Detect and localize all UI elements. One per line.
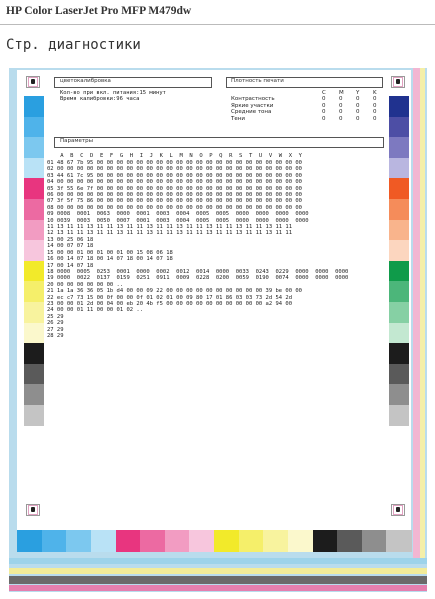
parameter-row: 04 00 00 00 00 00 00 00 00 00 00 00 00 00 00 00 00 00 00 00 00 00 00 00 00 00 xyxy=(47,179,302,186)
density-value: 0 xyxy=(373,96,377,103)
density-value: 0 xyxy=(356,115,360,122)
color-swatch xyxy=(337,530,362,552)
parameter-row: 25 29 xyxy=(47,313,64,320)
density-row-label: Контрастность xyxy=(231,96,275,103)
registration-mark-icon xyxy=(389,502,407,518)
density-row-label: Яркие участки xyxy=(231,102,274,109)
density-value: 0 xyxy=(339,115,343,122)
bottom-magenta-stripe xyxy=(9,585,427,591)
color-swatch xyxy=(24,199,44,220)
parameters-section-title: Параметры xyxy=(60,138,93,144)
header-divider xyxy=(0,24,435,25)
density-value: 0 xyxy=(322,96,326,103)
color-swatch xyxy=(288,530,313,552)
bottom-cyan-stripe xyxy=(9,558,427,564)
density-value: 0 xyxy=(322,115,326,122)
color-swatch xyxy=(24,117,44,138)
color-swatch xyxy=(389,158,409,179)
parameter-row: 22 ec c7 73 15 00 0f 00 00 0f 01 02 01 00 09 80 17 01 86 03 03 73 2d 54 2d xyxy=(47,294,293,301)
color-swatch xyxy=(24,302,44,323)
color-swatch xyxy=(389,261,409,282)
color-swatch xyxy=(389,281,409,302)
density-column-label: C xyxy=(322,90,326,96)
right-color-swatches xyxy=(389,96,409,426)
color-swatch xyxy=(24,405,44,426)
parameter-row: 01 48 67 7b 95 00 00 00 00 00 00 00 00 00 00 00 00 00 00 00 00 00 00 00 00 00 xyxy=(47,160,302,166)
parameter-row: 09 0008 0001 0063 0000 0001 0003 0004 0005 0005 0000 0000 0000 0000 xyxy=(47,211,309,218)
density-value: 0 xyxy=(356,109,360,116)
calibration-line: Кол-во при вкл. питания:15 минут xyxy=(60,90,166,96)
density-value: 0 xyxy=(373,109,377,116)
density-column-label: K xyxy=(373,90,377,96)
color-swatch xyxy=(313,530,338,552)
density-value: 0 xyxy=(356,102,360,109)
color-swatch xyxy=(362,530,387,552)
parameter-row: 16 00 14 07 18 00 14 07 18 00 14 07 18 xyxy=(47,256,173,263)
color-swatch xyxy=(239,530,264,552)
parameter-row: 07 3f 5f 75 86 00 00 00 00 00 00 00 00 00 00 00 00 00 00 00 00 00 00 00 00 00 xyxy=(47,198,302,205)
color-swatch xyxy=(389,137,409,158)
density-column-label: M xyxy=(339,90,344,96)
color-swatch xyxy=(389,364,409,385)
page-title: Стр. диагностики xyxy=(6,37,141,53)
color-swatch xyxy=(24,137,44,158)
color-swatch xyxy=(24,384,44,405)
color-swatch xyxy=(66,530,91,552)
parameters-table xyxy=(47,160,348,339)
calibration-section-title: цветокалибровка xyxy=(60,78,111,84)
left-color-swatches xyxy=(24,96,44,426)
density-value: 0 xyxy=(356,96,360,103)
color-swatch xyxy=(91,530,116,552)
density-value: 0 xyxy=(339,102,343,109)
bottom-color-swatches xyxy=(17,530,411,552)
color-swatch xyxy=(24,158,44,179)
parameter-row: 12 13 11 11 13 11 11 13 11 11 13 11 11 13 11 11 13 11 11 13 11 11 13 11 11 xyxy=(47,230,293,237)
printer-model: HP Color LaserJet Pro MFP M479dw xyxy=(6,5,192,17)
bottom-black-stripe xyxy=(9,576,427,584)
color-swatch xyxy=(389,302,409,323)
color-swatch xyxy=(389,117,409,138)
density-column-label: Y xyxy=(356,90,360,96)
color-swatch xyxy=(24,323,44,344)
density-value: 0 xyxy=(322,109,326,116)
parameter-row: 17 00 14 07 18 xyxy=(47,262,94,269)
parameter-row: 18 0000 0005 0253 0001 0000 0002 0012 0014 0000 0033 0243 0229 0000 0000 0000 xyxy=(47,268,349,275)
color-swatch xyxy=(24,343,44,364)
density-value: 0 xyxy=(373,102,377,109)
color-swatch xyxy=(24,220,44,241)
parameters-column-header: A B C D E F G H I J K L M N O P Q R S T U V W X Y xyxy=(47,153,302,159)
parameter-row: 19 0000 0022 0137 0159 0251 0911 0009 0228 0200 0059 0190 0074 0000 0000 0000 xyxy=(47,275,349,282)
color-swatch xyxy=(389,96,409,117)
color-swatch xyxy=(24,240,44,261)
color-swatch xyxy=(42,530,67,552)
parameter-row: 11 13 11 11 13 11 11 13 11 11 13 11 11 13 11 11 13 11 11 13 11 11 13 11 11 xyxy=(47,224,293,231)
density-value: 0 xyxy=(373,115,377,122)
density-value: 0 xyxy=(339,96,343,103)
yellow-edge-stripe xyxy=(420,68,425,558)
parameter-row: 06 00 00 00 00 00 00 00 00 00 00 00 00 00 00 00 00 00 00 00 00 00 00 00 00 00 xyxy=(47,192,302,199)
color-swatch xyxy=(386,530,411,552)
color-swatch xyxy=(24,96,44,117)
calibration-info xyxy=(60,90,166,103)
parameter-row: 14 00 07 07 18 xyxy=(47,243,94,250)
parameter-row: 02 00 00 00 00 00 00 00 00 00 00 00 00 00 00 00 00 00 00 00 00 00 00 00 00 00 xyxy=(47,166,302,173)
color-swatch xyxy=(24,281,44,302)
density-section-title: Плотность печати xyxy=(231,78,284,84)
parameters-section-header xyxy=(54,137,384,148)
parameter-row: 23 00 00 01 2d 00 04 00 eb 20 4b f5 00 00 00 00 00 00 00 00 00 00 a2 94 00 xyxy=(47,300,293,307)
density-table xyxy=(231,90,381,122)
parameter-row: 26 29 xyxy=(47,320,64,327)
color-swatch xyxy=(116,530,141,552)
parameter-row: 20 00 00 00 00 00 00 .. xyxy=(47,281,124,288)
parameter-row: 21 1a 1a 36 36 05 1b d4 00 00 09 22 00 00 00 00 00 00 00 00 00 00 39 be 00 00 xyxy=(47,288,302,295)
density-row-label: Средние тона xyxy=(231,109,272,116)
color-swatch xyxy=(165,530,190,552)
bottom-yellow-stripe xyxy=(9,568,427,574)
parameter-row: 03 44 61 7c 95 00 00 00 00 00 00 00 00 00 00 00 00 00 00 00 00 00 00 00 00 00 xyxy=(47,172,302,179)
color-swatch xyxy=(389,405,409,426)
parameter-row: 05 3f 55 6e 7f 00 00 00 00 00 00 00 00 00 00 00 00 00 00 00 00 00 00 00 00 00 xyxy=(47,185,302,192)
color-swatch xyxy=(389,220,409,241)
calibration-line: Время калибровки:96 часа xyxy=(60,96,140,103)
color-swatch xyxy=(17,530,42,552)
parameter-row: 24 00 00 01 11 00 00 01 02 .. xyxy=(47,307,144,314)
color-swatch xyxy=(263,530,288,552)
color-swatch xyxy=(389,178,409,199)
color-swatch xyxy=(140,530,165,552)
color-swatch xyxy=(24,261,44,282)
color-swatch xyxy=(389,323,409,344)
registration-mark-icon xyxy=(389,74,407,90)
density-value: 0 xyxy=(322,102,326,109)
parameter-row: 10 0039 0003 0050 0007 0001 0003 0004 0005 0005 0000 0000 0000 0000 xyxy=(47,217,309,224)
color-swatch xyxy=(24,364,44,385)
parameter-row: 28 29 xyxy=(47,332,64,339)
parameter-row: 27 29 xyxy=(47,326,64,333)
density-row-label: Тени xyxy=(231,115,245,122)
parameter-row: 08 00 00 00 00 00 00 00 00 00 00 00 00 00 00 00 00 00 00 00 00 00 00 00 00 00 xyxy=(47,204,302,211)
color-swatch xyxy=(389,240,409,261)
parameter-row: 15 00 00 01 00 01 00 01 00 15 08 06 18 xyxy=(47,249,173,256)
registration-mark-icon xyxy=(24,74,42,90)
color-swatch xyxy=(24,178,44,199)
color-swatch xyxy=(389,343,409,364)
registration-mark-icon xyxy=(24,502,42,518)
magenta-edge-stripe xyxy=(413,68,420,558)
color-swatch xyxy=(389,384,409,405)
density-row xyxy=(231,116,381,122)
color-swatch xyxy=(214,530,239,552)
parameter-row: 13 00 25 06 18 xyxy=(47,236,94,243)
color-swatch xyxy=(389,199,409,220)
color-swatch xyxy=(189,530,214,552)
density-value: 0 xyxy=(339,109,343,116)
